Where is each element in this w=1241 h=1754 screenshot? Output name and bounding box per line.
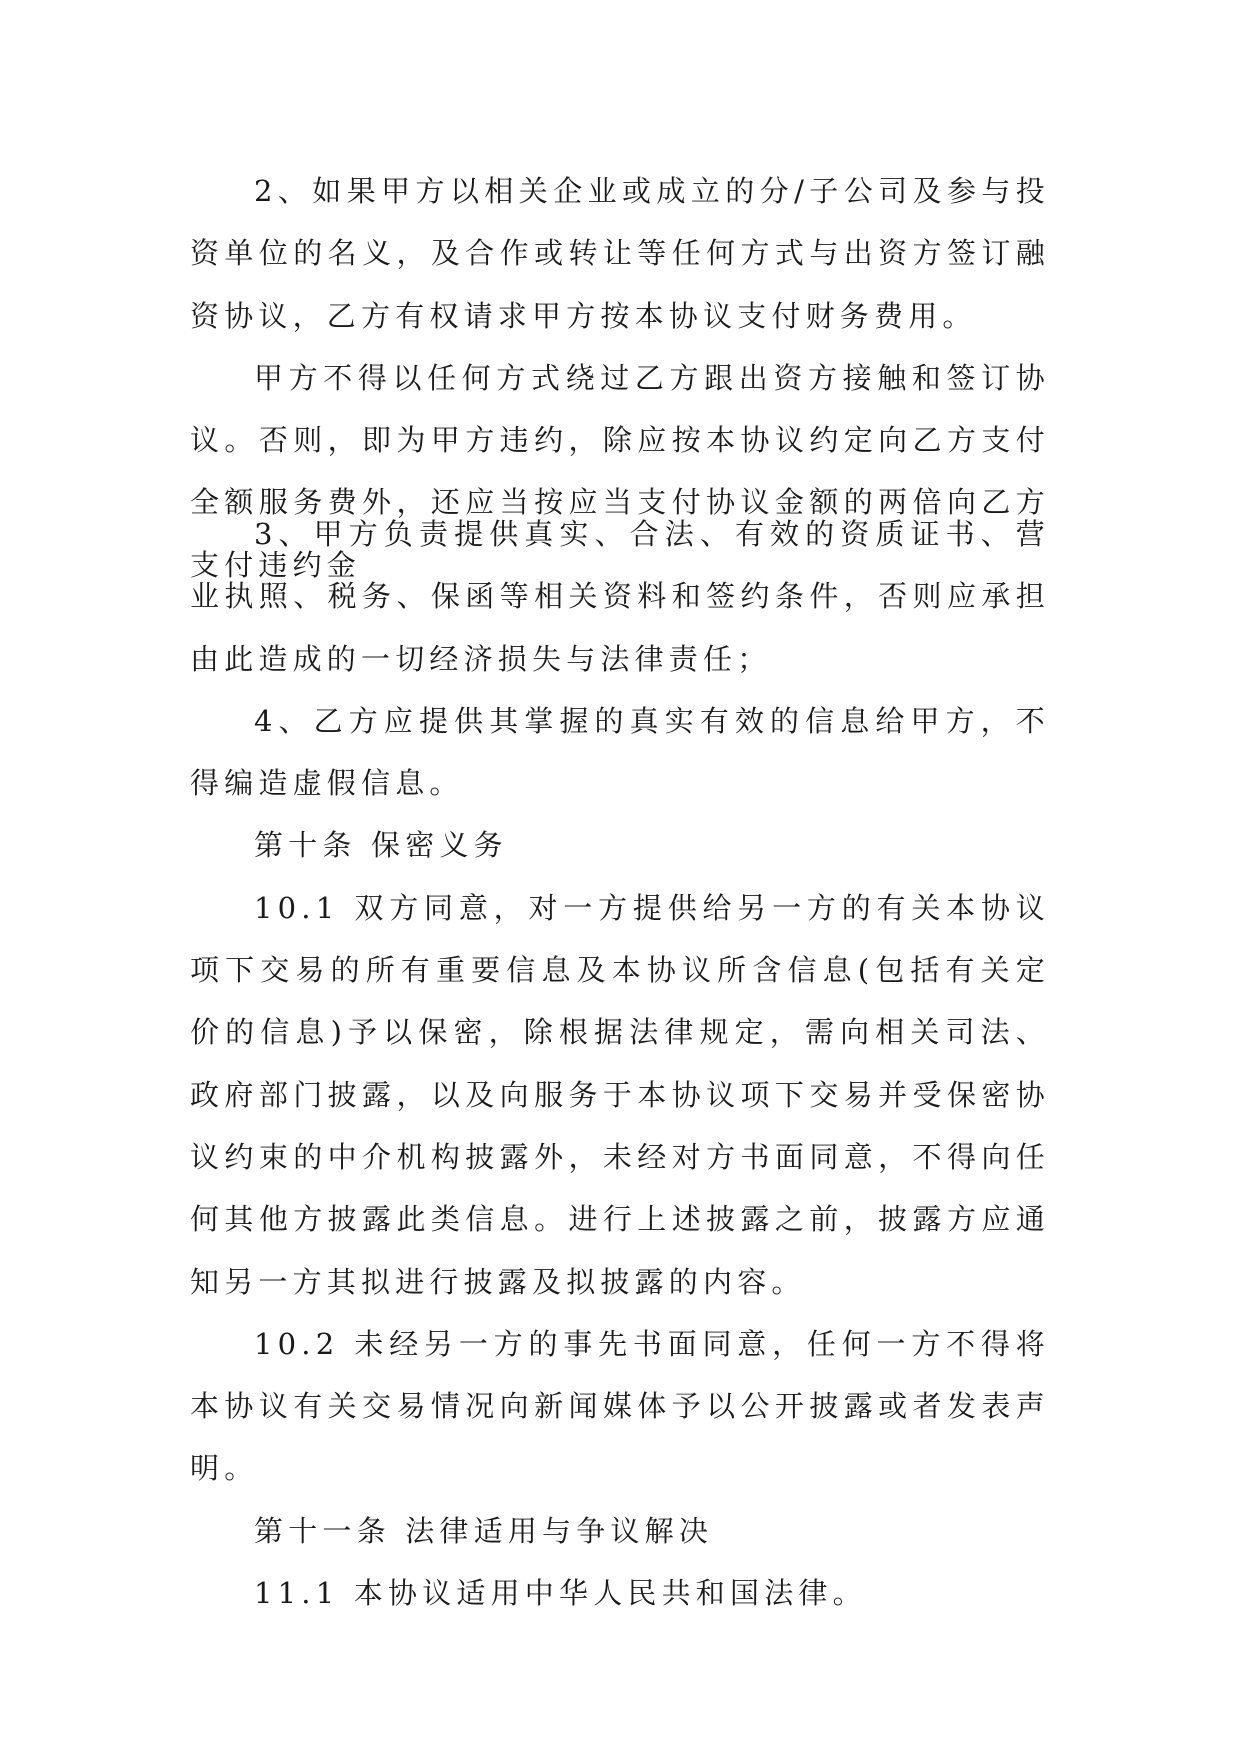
paragraph-no-bypass: 甲方不得以任何方式绕过乙方跟出资方接触和签订协议。否则，即为甲方违约，除应按本协议约定向乙方支付全额服务费外，还应当按应当支付协议金额的两倍向乙方支付违约金	[190, 360, 1050, 582]
paragraph-clause-2: 2、如果甲方以相关企业或成立的分/子公司及参与投资单位的名义，及合作或转让等任何方式与出资方签订融资协议，乙方有权请求甲方按本协议支付财务费用。	[190, 174, 1050, 333]
paragraph-10-2: 10.2 未经另一方的事先书面同意，任何一方不得将本协议有关交易情况向新闻媒体予以公开披露或者发表声明。	[190, 1326, 1050, 1486]
paragraph-11-1: 11.1 本协议适用中华人民共和国法律。	[254, 1576, 867, 1611]
paragraph-10-1: 10.1 双方同意，对一方提供给另一方的有关本协议项下交易的所有重要信息及本协议所含信息(包括有关定价的信息)予以保密，除根据法律规定，需向相关司法、政府部门披露，以及向服务于本协议项下交易并受保密协议约束的中介机构披露外，未经对方书面同意，不得向任何其他方披露此类信息。进行上述披露之前，披露方应通知另一方其拟进行披露及拟披露的内容。	[190, 890, 1050, 1299]
paragraph-clause-3: 3、甲方负责提供真实、合法、有效的资质证书、营业执照、税务、保函等相关资料和签约条件，否则应承担由此造成的一切经济损失与法律责任；	[190, 517, 1050, 676]
heading-article-10: 第十条 保密义务	[254, 828, 508, 863]
paragraph-clause-4: 4、乙方应提供其掌握的真实有效的信息给甲方，不得编造虚假信息。	[190, 703, 1050, 801]
heading-article-11: 第十一条 法律适用与争议解决	[254, 1513, 714, 1548]
document-body-lower	[190, 503, 1050, 1624]
